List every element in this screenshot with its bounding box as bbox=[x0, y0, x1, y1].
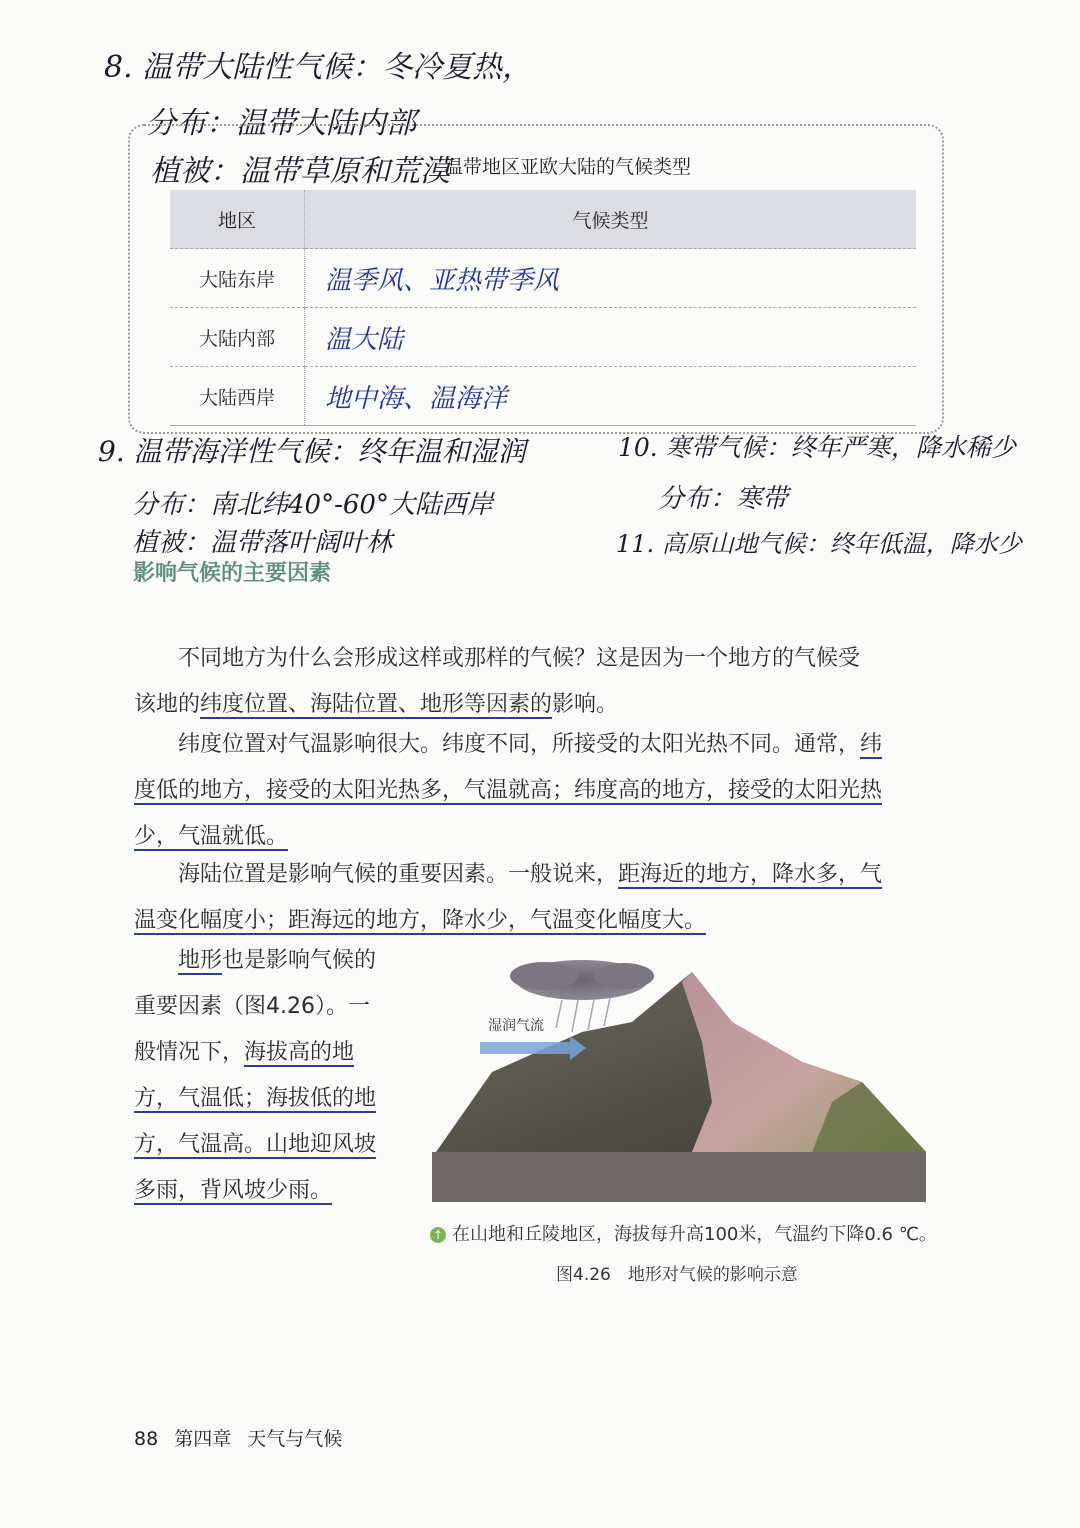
table-title: 温带地区亚欧大陆的气候类型 bbox=[444, 156, 692, 178]
paragraph-2 bbox=[134, 722, 882, 860]
row-climate-handwritten: 温大陆 bbox=[305, 308, 917, 367]
paragraph-1 bbox=[134, 636, 860, 728]
p3-line1 bbox=[134, 852, 882, 898]
paragraph-3 bbox=[134, 852, 882, 944]
p1-line1: 不同地方为什么会形成这样或那样的气候？这是因为一个地方的气候受 bbox=[178, 646, 861, 671]
note-8-line1: 8. 温带大陆性气候：冬冷夏热， bbox=[104, 50, 533, 85]
p1-text: 该地的 bbox=[134, 692, 201, 717]
p4-line4: 方，气温低；海拔低的地 bbox=[134, 1086, 377, 1111]
p4-line1 bbox=[134, 938, 414, 984]
p3-underlined: 距海近的地方，降水多，气 bbox=[618, 862, 883, 887]
p2-line1 bbox=[134, 722, 882, 768]
row-region: 大陆西岸 bbox=[170, 367, 305, 426]
page-number: 88 bbox=[134, 1428, 159, 1450]
row-region: 大陆东岸 bbox=[170, 249, 305, 308]
figure-caption bbox=[430, 1220, 937, 1246]
paragraph-4 bbox=[134, 938, 414, 1214]
table-row bbox=[170, 308, 916, 367]
p2-text: 纬度位置对气温影响很大。纬度不同，所接受的太阳光热不同。通常， bbox=[178, 732, 861, 757]
section-title: 影响气候的主要因素 bbox=[133, 561, 332, 586]
p4-underlined: 山地迎风坡 bbox=[266, 1132, 377, 1157]
p1-underlined: 纬度位置、海陆位置、地形等因素的 bbox=[200, 692, 553, 717]
p4-text: 也是影响气候的 bbox=[222, 948, 377, 973]
airflow-label: 湿润气流 bbox=[488, 1018, 544, 1034]
note-8-line3: 植被：温带草原和荒漠 bbox=[150, 154, 450, 189]
row-region: 大陆内部 bbox=[170, 308, 305, 367]
note-10-line2: 分布：寒带 bbox=[658, 484, 789, 514]
note-8-line2: 分布：温带大陆内部 bbox=[146, 106, 416, 141]
p1-text-end: 影响。 bbox=[552, 692, 619, 717]
table-row bbox=[170, 367, 916, 426]
p2-line3: 少，气温就低。 bbox=[134, 824, 289, 849]
header-region: 地区 bbox=[170, 190, 305, 249]
figure-title: 图4.26 地形对气候的影响示意 bbox=[556, 1265, 798, 1285]
arrow-up-icon: ↑ bbox=[430, 1227, 446, 1243]
note-10-line1: 10. 寒带气候：终年严寒，降水稀少 bbox=[618, 433, 1016, 462]
ground-base bbox=[432, 1152, 926, 1202]
page-footer bbox=[134, 1424, 358, 1451]
chapter-label: 第四章 bbox=[174, 1428, 232, 1450]
cloud-puff bbox=[510, 962, 578, 990]
note-9-line2: 分布：南北纬40°-60°大陆西岸 bbox=[132, 490, 493, 520]
mountain-figure bbox=[432, 952, 926, 1202]
p4-underlined: 海拔高的地 bbox=[244, 1040, 355, 1065]
p2-line2: 度低的地方，接受的太阳光热多，气温就高；纬度高的地方，接受的太阳光热 bbox=[134, 778, 883, 803]
note-9-line3: 植被：温带落叶阔叶林 bbox=[132, 528, 393, 558]
p4-line2: 重要因素（图4.26）。一 bbox=[134, 994, 370, 1019]
p4-text: 般情况下， bbox=[134, 1040, 245, 1065]
note-9-line1: 9. 温带海洋性气候：终年温和湿润 bbox=[98, 435, 526, 468]
p3-text: 海陆位置是影响气候的重要因素。一般说来， bbox=[178, 862, 619, 887]
row-climate-handwritten: 温季风、亚热带季风 bbox=[305, 249, 917, 308]
p2-underlined-start: 纬 bbox=[860, 732, 883, 757]
p4-underlined: 方，气温高。 bbox=[134, 1132, 267, 1157]
p4-line6: 多雨，背风坡少雨。 bbox=[134, 1178, 333, 1203]
caption-text: 在山地和丘陵地区，海拔每升高100米，气温约下降0.6 ℃。 bbox=[452, 1224, 937, 1245]
header-climate: 气候类型 bbox=[305, 190, 917, 249]
table-row bbox=[170, 249, 916, 308]
chapter-title: 天气与气候 bbox=[247, 1428, 343, 1450]
humid-airflow-arrow bbox=[480, 1042, 570, 1054]
p3-line2: 温变化幅度小；距海远的地方，降水少，气温变化幅度大。 bbox=[134, 908, 707, 933]
p4-underlined: 地形 bbox=[178, 948, 223, 973]
p4-line3 bbox=[134, 1030, 414, 1076]
rain-lines bbox=[556, 998, 610, 1032]
note-11-line1: 11. 高原山地气候：终年低温，降水少 bbox=[616, 530, 1022, 558]
row-climate-handwritten: 地中海、温海洋 bbox=[305, 367, 917, 426]
climate-table bbox=[170, 190, 916, 426]
table-header-row bbox=[170, 190, 916, 249]
p4-line5 bbox=[134, 1122, 414, 1168]
cloud-puff bbox=[594, 963, 654, 989]
